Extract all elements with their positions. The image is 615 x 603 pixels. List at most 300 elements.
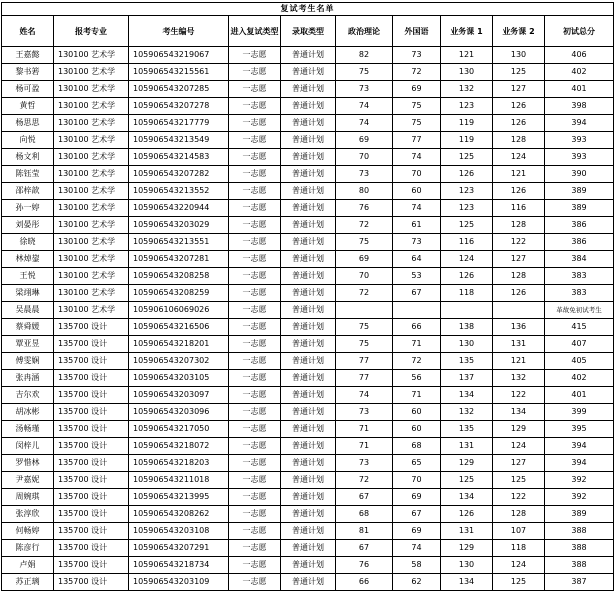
cell-name: 闵梓儿: [2, 438, 54, 455]
cell-course-2: 127: [493, 81, 545, 98]
table-row: [2, 387, 614, 404]
table-row: [2, 421, 614, 438]
table-row: [2, 455, 614, 472]
cell-exam-id: 105906543219067: [129, 47, 229, 64]
cell-course-2: 125: [493, 64, 545, 81]
cell-exam-id: 105906543211018: [129, 472, 229, 489]
cell-admission-type: 普通计划: [281, 98, 336, 115]
cell-admission-type: 普通计划: [281, 234, 336, 251]
cell-foreign-language: 77: [393, 132, 441, 149]
cell-course-2: 136: [493, 319, 545, 336]
cell-course-2: 130: [493, 47, 545, 64]
cell-politics: 73: [336, 404, 393, 421]
cell-course-2: 121: [493, 353, 545, 370]
cell-total: 394: [545, 438, 614, 455]
cell-foreign-language: 60: [393, 404, 441, 421]
table-row: [2, 557, 614, 574]
cell-retest-type: 一志愿: [229, 268, 281, 285]
cell-name: 杨文利: [2, 149, 54, 166]
cell-course-1: 130: [441, 557, 493, 574]
cell-course-2: 128: [493, 506, 545, 523]
cell-total: 386: [545, 217, 614, 234]
cell-course-1: 123: [441, 200, 493, 217]
cell-course-1: 123: [441, 183, 493, 200]
cell-name: 林焯鋆: [2, 251, 54, 268]
table-row: [2, 183, 614, 200]
cell-foreign-language: 70: [393, 166, 441, 183]
cell-course-1: [441, 302, 493, 319]
cell-politics: 67: [336, 489, 393, 506]
cell-name: 邵梓歆: [2, 183, 54, 200]
cell-course-1: 121: [441, 47, 493, 64]
table-row: [2, 64, 614, 81]
cell-course-2: 134: [493, 404, 545, 421]
cell-politics: 75: [336, 319, 393, 336]
cell-politics: 74: [336, 98, 393, 115]
cell-exam-id: 105906543213551: [129, 234, 229, 251]
cell-admission-type: 普通计划: [281, 523, 336, 540]
cell-foreign-language: 68: [393, 438, 441, 455]
cell-course-1: 126: [441, 268, 493, 285]
cell-retest-type: 一志愿: [229, 523, 281, 540]
cell-name: 杨思思: [2, 115, 54, 132]
cell-foreign-language: 73: [393, 234, 441, 251]
cell-exam-id: 105906543218203: [129, 455, 229, 472]
cell-course-2: 128: [493, 268, 545, 285]
table-row: [2, 149, 614, 166]
cell-major: 130100 艺术学: [54, 98, 129, 115]
cell-name: 刘晏彤: [2, 217, 54, 234]
cell-course-1: 129: [441, 455, 493, 472]
cell-exam-id: 105906543218072: [129, 438, 229, 455]
cell-course-1: 119: [441, 115, 493, 132]
cell-admission-type: 普通计划: [281, 64, 336, 81]
table-row: [2, 132, 614, 149]
cell-exam-id: 105906543207282: [129, 166, 229, 183]
cell-major: 130100 艺术学: [54, 81, 129, 98]
cell-name: 尹嘉妮: [2, 472, 54, 489]
cell-politics: 76: [336, 200, 393, 217]
cell-admission-type: 普通计划: [281, 455, 336, 472]
candidate-table: [1, 2, 614, 591]
cell-name: 梁翊琳: [2, 285, 54, 302]
cell-name: 周婉琪: [2, 489, 54, 506]
cell-foreign-language: 75: [393, 115, 441, 132]
cell-course-2: 127: [493, 455, 545, 472]
cell-retest-type: 一志愿: [229, 234, 281, 251]
cell-foreign-language: 67: [393, 285, 441, 302]
cell-foreign-language: 58: [393, 557, 441, 574]
cell-total: 383: [545, 268, 614, 285]
cell-retest-type: 一志愿: [229, 302, 281, 319]
cell-course-2: 132: [493, 370, 545, 387]
table-row: [2, 506, 614, 523]
cell-total: 401: [545, 387, 614, 404]
cell-course-1: 132: [441, 404, 493, 421]
cell-major: 135700 设计: [54, 455, 129, 472]
cell-retest-type: 一志愿: [229, 455, 281, 472]
col-header-admission-type: 录取类型: [281, 16, 336, 47]
cell-admission-type: 普通计划: [281, 268, 336, 285]
cell-retest-type: 一志愿: [229, 557, 281, 574]
cell-politics: 76: [336, 557, 393, 574]
table-row: [2, 370, 614, 387]
cell-exam-id: 105906543220944: [129, 200, 229, 217]
table-row: [2, 234, 614, 251]
cell-major: 135700 设计: [54, 489, 129, 506]
cell-total: 399: [545, 404, 614, 421]
cell-major: 135700 设计: [54, 523, 129, 540]
cell-name: 向悦: [2, 132, 54, 149]
table-row: [2, 268, 614, 285]
cell-total: 383: [545, 285, 614, 302]
cell-major: 130100 艺术学: [54, 183, 129, 200]
cell-exam-id: 105906543207278: [129, 98, 229, 115]
table-row: [2, 98, 614, 115]
cell-major: 130100 艺术学: [54, 302, 129, 319]
cell-major: 130100 艺术学: [54, 64, 129, 81]
cell-major: 135700 设计: [54, 574, 129, 591]
cell-politics: 75: [336, 336, 393, 353]
cell-retest-type: 一志愿: [229, 319, 281, 336]
cell-major: 130100 艺术学: [54, 132, 129, 149]
cell-foreign-language: 62: [393, 574, 441, 591]
cell-politics: 70: [336, 268, 393, 285]
cell-politics: 73: [336, 455, 393, 472]
cell-name: 张淳欣: [2, 506, 54, 523]
cell-exam-id: 105906543207291: [129, 540, 229, 557]
cell-name: 陈彦行: [2, 540, 54, 557]
cell-major: 130100 艺术学: [54, 47, 129, 64]
cell-course-2: 122: [493, 387, 545, 404]
cell-name: 傅雯娴: [2, 353, 54, 370]
cell-politics: 75: [336, 64, 393, 81]
title-row: [2, 3, 614, 16]
cell-course-1: 137: [441, 370, 493, 387]
cell-course-1: 130: [441, 64, 493, 81]
cell-politics: 82: [336, 47, 393, 64]
cell-course-2: 126: [493, 115, 545, 132]
cell-retest-type: 一志愿: [229, 370, 281, 387]
cell-admission-type: 普通计划: [281, 353, 336, 370]
cell-foreign-language: 74: [393, 540, 441, 557]
cell-total: 402: [545, 370, 614, 387]
cell-admission-type: 普通计划: [281, 387, 336, 404]
cell-foreign-language: 71: [393, 387, 441, 404]
cell-exam-id: 105906543203108: [129, 523, 229, 540]
cell-course-2: 107: [493, 523, 545, 540]
cell-admission-type: 普通计划: [281, 285, 336, 302]
table-row: [2, 285, 614, 302]
cell-total: 389: [545, 200, 614, 217]
cell-total: 388: [545, 523, 614, 540]
cell-foreign-language: [393, 302, 441, 319]
cell-foreign-language: 60: [393, 421, 441, 438]
table-row: [2, 302, 614, 319]
cell-foreign-language: 71: [393, 336, 441, 353]
cell-politics: 77: [336, 353, 393, 370]
cell-politics: 67: [336, 540, 393, 557]
cell-course-2: 122: [493, 489, 545, 506]
cell-politics: 69: [336, 132, 393, 149]
cell-admission-type: 普通计划: [281, 438, 336, 455]
col-header-politics: 政治理论: [336, 16, 393, 47]
cell-politics: 72: [336, 285, 393, 302]
cell-name: 孙一婷: [2, 200, 54, 217]
cell-name: 胡冰彬: [2, 404, 54, 421]
cell-retest-type: 一志愿: [229, 353, 281, 370]
cell-name: 黎书箬: [2, 64, 54, 81]
cell-retest-type: 一志愿: [229, 98, 281, 115]
cell-name: 黄哲: [2, 98, 54, 115]
cell-exam-id: 105906543217779: [129, 115, 229, 132]
table-row: [2, 319, 614, 336]
candidate-sheet: [1, 2, 613, 591]
cell-course-2: 118: [493, 540, 545, 557]
cell-total: 406: [545, 47, 614, 64]
cell-politics: [336, 302, 393, 319]
cell-retest-type: 一志愿: [229, 540, 281, 557]
cell-politics: 73: [336, 81, 393, 98]
cell-name: 罗惜林: [2, 455, 54, 472]
cell-politics: 69: [336, 251, 393, 268]
cell-exam-id: 105906543203097: [129, 387, 229, 404]
cell-foreign-language: 64: [393, 251, 441, 268]
cell-course-2: 124: [493, 149, 545, 166]
cell-course-1: 130: [441, 336, 493, 353]
table-row: [2, 336, 614, 353]
cell-total: 388: [545, 557, 614, 574]
cell-retest-type: 一志愿: [229, 387, 281, 404]
table-row: [2, 438, 614, 455]
cell-exam-id: 105906543203029: [129, 217, 229, 234]
cell-retest-type: 一志愿: [229, 404, 281, 421]
cell-major: 130100 艺术学: [54, 285, 129, 302]
table-row: [2, 353, 614, 370]
cell-total: 394: [545, 455, 614, 472]
cell-admission-type: 普通计划: [281, 489, 336, 506]
cell-exam-id: 105906543203109: [129, 574, 229, 591]
cell-politics: 73: [336, 166, 393, 183]
table-row: [2, 81, 614, 98]
cell-course-2: 127: [493, 251, 545, 268]
cell-total: 402: [545, 64, 614, 81]
cell-total: 387: [545, 574, 614, 591]
cell-retest-type: 一志愿: [229, 574, 281, 591]
cell-foreign-language: 56: [393, 370, 441, 387]
cell-retest-type: 一志愿: [229, 251, 281, 268]
cell-major: 135700 设计: [54, 404, 129, 421]
cell-major: 130100 艺术学: [54, 115, 129, 132]
cell-major: 130100 艺术学: [54, 234, 129, 251]
cell-retest-type: 一志愿: [229, 115, 281, 132]
cell-exam-id: 105906543215561: [129, 64, 229, 81]
cell-retest-type: 一志愿: [229, 47, 281, 64]
cell-course-1: 125: [441, 217, 493, 234]
cell-course-1: 132: [441, 81, 493, 98]
cell-name: 徐晓: [2, 234, 54, 251]
cell-foreign-language: 65: [393, 455, 441, 472]
cell-course-1: 116: [441, 234, 493, 251]
cell-foreign-language: 66: [393, 319, 441, 336]
cell-major: 130100 艺术学: [54, 251, 129, 268]
table-row: [2, 472, 614, 489]
cell-exam-id: 105906543203105: [129, 370, 229, 387]
cell-course-2: 122: [493, 234, 545, 251]
cell-major: 135700 设计: [54, 387, 129, 404]
cell-admission-type: 普通计划: [281, 47, 336, 64]
cell-exam-id: 105906543217050: [129, 421, 229, 438]
cell-course-1: 135: [441, 353, 493, 370]
cell-name: 张冉涵: [2, 370, 54, 387]
cell-course-2: 116: [493, 200, 545, 217]
cell-major: 135700 设计: [54, 557, 129, 574]
cell-admission-type: 普通计划: [281, 149, 336, 166]
cell-course-2: 124: [493, 557, 545, 574]
cell-total: 415: [545, 319, 614, 336]
cell-major: 130100 艺术学: [54, 166, 129, 183]
cell-course-1: 125: [441, 149, 493, 166]
cell-total: 386: [545, 234, 614, 251]
cell-total: 389: [545, 506, 614, 523]
cell-total: 388: [545, 540, 614, 557]
cell-exam-id: 105906543207285: [129, 81, 229, 98]
cell-foreign-language: 69: [393, 523, 441, 540]
cell-politics: 74: [336, 387, 393, 404]
cell-admission-type: 普通计划: [281, 472, 336, 489]
cell-course-1: 124: [441, 251, 493, 268]
cell-retest-type: 一志愿: [229, 489, 281, 506]
cell-course-2: 125: [493, 574, 545, 591]
cell-retest-type: 一志愿: [229, 217, 281, 234]
cell-admission-type: 普通计划: [281, 81, 336, 98]
table-row: [2, 404, 614, 421]
cell-major: 135700 设计: [54, 540, 129, 557]
cell-course-1: 134: [441, 489, 493, 506]
table-row: [2, 166, 614, 183]
cell-retest-type: 一志愿: [229, 285, 281, 302]
cell-name: 何畅婷: [2, 523, 54, 540]
cell-foreign-language: 61: [393, 217, 441, 234]
cell-course-2: 126: [493, 183, 545, 200]
cell-name: 吴晨晨: [2, 302, 54, 319]
cell-course-1: 129: [441, 540, 493, 557]
cell-course-2: 129: [493, 421, 545, 438]
cell-exam-id: 105906543207281: [129, 251, 229, 268]
cell-foreign-language: 69: [393, 81, 441, 98]
col-header-course-2: 业务课 2: [493, 16, 545, 47]
cell-admission-type: 普通计划: [281, 574, 336, 591]
cell-course-2: 125: [493, 472, 545, 489]
header-row: [2, 16, 614, 47]
cell-course-1: 131: [441, 523, 493, 540]
table-row: [2, 47, 614, 64]
cell-retest-type: 一志愿: [229, 506, 281, 523]
cell-foreign-language: 72: [393, 64, 441, 81]
cell-politics: 68: [336, 506, 393, 523]
cell-admission-type: 普通计划: [281, 506, 336, 523]
cell-course-1: 126: [441, 506, 493, 523]
cell-course-2: 121: [493, 166, 545, 183]
cell-course-1: 138: [441, 319, 493, 336]
cell-politics: 72: [336, 472, 393, 489]
cell-course-2: [493, 302, 545, 319]
cell-exam-id: 105906106069026: [129, 302, 229, 319]
cell-foreign-language: 72: [393, 353, 441, 370]
cell-retest-type: 一志愿: [229, 64, 281, 81]
cell-politics: 81: [336, 523, 393, 540]
cell-name: 汤畅瑾: [2, 421, 54, 438]
table-row: [2, 115, 614, 132]
cell-course-2: 126: [493, 98, 545, 115]
cell-politics: 77: [336, 370, 393, 387]
cell-total: 390: [545, 166, 614, 183]
cell-major: 130100 艺术学: [54, 200, 129, 217]
cell-politics: 70: [336, 149, 393, 166]
cell-course-1: 131: [441, 438, 493, 455]
cell-admission-type: 普通计划: [281, 404, 336, 421]
cell-retest-type: 一志愿: [229, 132, 281, 149]
cell-admission-type: 普通计划: [281, 115, 336, 132]
cell-admission-type: 普通计划: [281, 302, 336, 319]
cell-total-note: 革故免初试考生: [545, 302, 614, 319]
cell-exam-id: 105906543216506: [129, 319, 229, 336]
cell-major: 135700 设计: [54, 319, 129, 336]
col-header-major: 报考专业: [54, 16, 129, 47]
cell-name: 王嘉懿: [2, 47, 54, 64]
cell-retest-type: 一志愿: [229, 438, 281, 455]
cell-total: 384: [545, 251, 614, 268]
cell-exam-id: 105906543208259: [129, 285, 229, 302]
cell-major: 135700 设计: [54, 472, 129, 489]
cell-major: 135700 设计: [54, 506, 129, 523]
cell-total: 393: [545, 132, 614, 149]
cell-total: 393: [545, 149, 614, 166]
cell-retest-type: 一志愿: [229, 183, 281, 200]
cell-exam-id: 105906543218734: [129, 557, 229, 574]
cell-politics: 74: [336, 115, 393, 132]
col-header-foreign-language: 外国语: [393, 16, 441, 47]
cell-exam-id: 105906543213549: [129, 132, 229, 149]
cell-admission-type: 普通计划: [281, 200, 336, 217]
cell-admission-type: 普通计划: [281, 370, 336, 387]
cell-total: 392: [545, 472, 614, 489]
cell-admission-type: 普通计划: [281, 319, 336, 336]
cell-foreign-language: 53: [393, 268, 441, 285]
table-row: [2, 523, 614, 540]
cell-politics: 71: [336, 438, 393, 455]
cell-foreign-language: 69: [393, 489, 441, 506]
cell-major: 135700 设计: [54, 370, 129, 387]
cell-retest-type: 一志愿: [229, 336, 281, 353]
cell-admission-type: 普通计划: [281, 251, 336, 268]
cell-exam-id: 105906543208258: [129, 268, 229, 285]
table-row: [2, 574, 614, 591]
cell-name: 吉尔欢: [2, 387, 54, 404]
cell-exam-id: 105906543207302: [129, 353, 229, 370]
cell-major: 135700 设计: [54, 421, 129, 438]
cell-name: 王悦: [2, 268, 54, 285]
cell-name: 卢娟: [2, 557, 54, 574]
cell-total: 394: [545, 115, 614, 132]
cell-course-1: 134: [441, 574, 493, 591]
col-header-name: 姓名: [2, 16, 54, 47]
cell-total: 395: [545, 421, 614, 438]
cell-name: 覃亚昱: [2, 336, 54, 353]
cell-course-1: 134: [441, 387, 493, 404]
cell-foreign-language: 60: [393, 183, 441, 200]
cell-exam-id: 105906543203096: [129, 404, 229, 421]
